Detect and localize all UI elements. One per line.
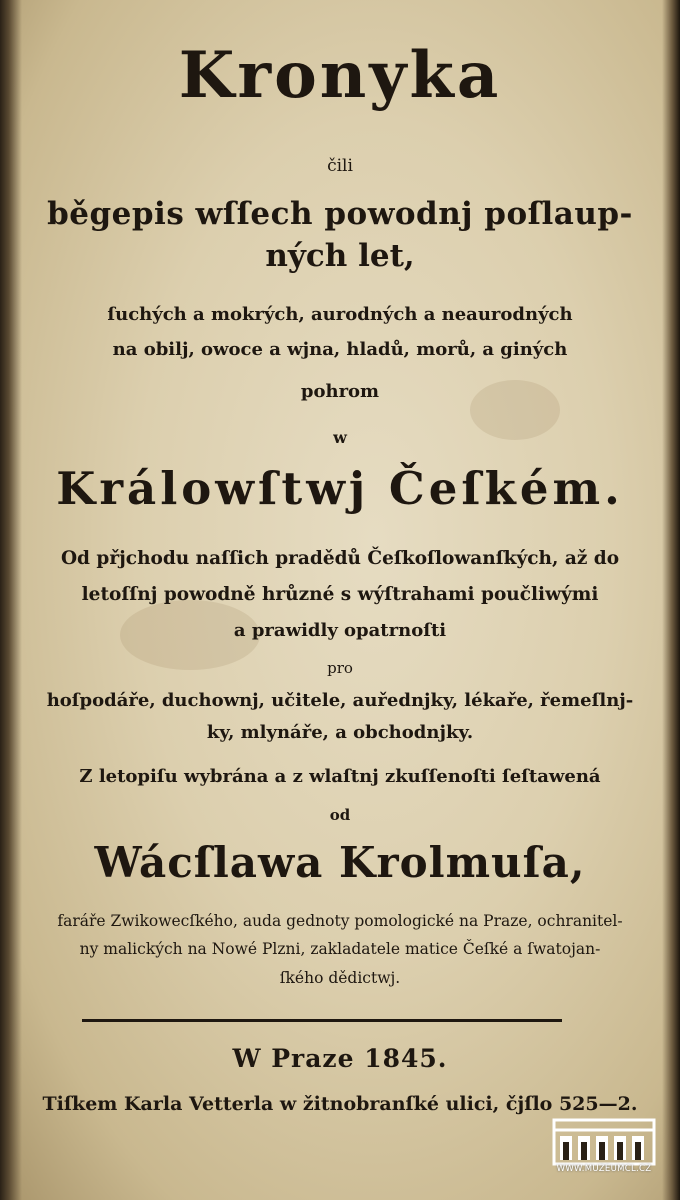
author-name: Wácſlawa Krolmuſa, <box>94 838 586 887</box>
description-line-1: ſuchých a mokrých, aurodných a neaurodných <box>107 304 573 325</box>
author-credentials-line-1: faráře Zwikowecſkého, auda gednoty pomologické na Praze, ochranitel- <box>57 912 623 930</box>
preposition-word: w <box>333 428 347 447</box>
description-line-3: pohrom <box>300 381 380 402</box>
period-line-2: letoſſnj powodně hrůzné s wýſtrahami poučliwými <box>81 584 599 605</box>
audience-line-1: hoſpodáře, duchownj, učitele, auřednjky, lékaře, řemeſlnj- <box>46 690 634 711</box>
period-line-3: a prawidly opatrnoſti <box>233 620 447 641</box>
description-line-2: na obilj, owoce a wjna, hladů, morů, a giných <box>112 339 568 360</box>
printer-imprint: Tiſkem Karla Vetterla w žitnobranſké ulici, čjſlo 525—2. <box>42 1093 638 1115</box>
book-title: Kronyka <box>178 38 502 113</box>
audience-line-2: ky, mlynáře, a obchodnjky. <box>206 722 474 743</box>
connector-word: čili <box>327 156 353 176</box>
subtitle-line-2: ných let, <box>265 238 415 274</box>
for-word: pro <box>327 659 353 677</box>
place-and-date: W Praze 1845. <box>232 1044 448 1073</box>
period-line-1: Od přjchodu naſſich pradědů Čeſkoſlowanſkých, až do <box>60 548 620 569</box>
author-credentials-line-3: ſkého dědictwj. <box>279 969 401 987</box>
kingdom-heading: Králowſtwj Čeſkém. <box>56 462 624 515</box>
horizontal-rule <box>82 1019 562 1022</box>
subtitle-line-1: běgepis wſſech powodnj poſlaup- <box>47 196 633 232</box>
by-word: od <box>329 806 351 824</box>
author-credentials-line-2: ny malických na Nowé Plzni, zakladatele matice Čeſké a ſwatojan- <box>79 940 601 958</box>
museum-watermark-url: WWW.MUZEUMCL.CZ <box>556 1164 652 1174</box>
compiled-statement: Z letopiſu wybrána a z wlaſtnj zkuſſenoſti ſeſtawená <box>79 766 601 787</box>
